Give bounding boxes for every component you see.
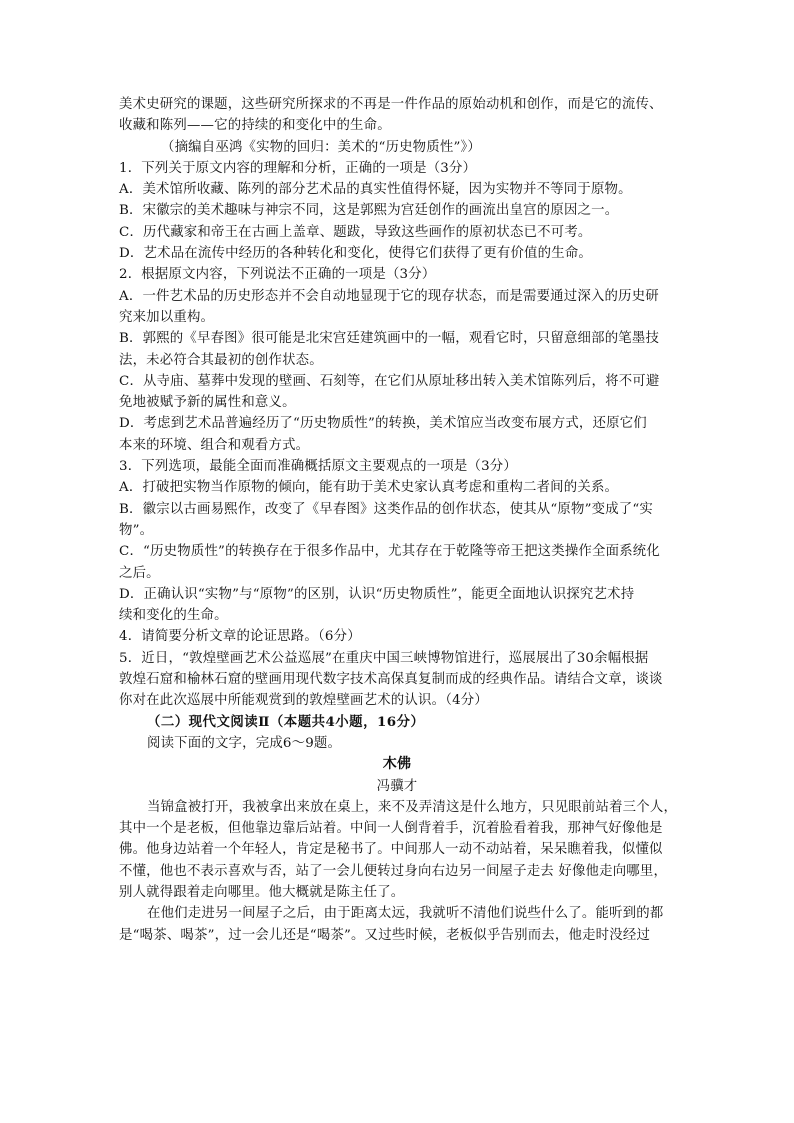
option-b: B．郭熙的《早春图》很可能是北宋宫廷建筑画中的一幅，观看它时，只留意细部的笔墨技: [119, 331, 660, 347]
text-line: 佛。他身边站着一个年轻人，肯定是秘书了。中间那人一动不动站着，呆呆瞧着我，似懂似: [119, 842, 663, 858]
text-line: 收藏和陈列——它的持续的和变化中的生命。: [119, 118, 391, 134]
question-stem-cont: 敦煌石窟和榆林石窟的壁画用现代数字技术高保真复制而成的经典作品。请结合文章，谈谈: [119, 672, 663, 688]
option-b-cont: 法，未必符合其最初的创作状态。: [119, 352, 323, 368]
instruction-text: 阅读下面的文字，完成6～9题。: [147, 735, 342, 751]
text-line: 是“喝茶、喝茶”，过一会儿还是“喝茶”。又过些时候，老板似乎告别而去，他走时没经过: [119, 927, 651, 943]
option-a: A．一件艺术品的历史形态并不会自动地显现于它的现存状态，而是需要通过深入的历史研: [119, 288, 659, 304]
text-line: 不懂，他也不表示喜欢与否，站了一会儿便转过身向右边另一间屋子走去 好像他走向哪里，: [119, 863, 668, 879]
option-a: A．打破把实物当作原物的倾向，能有助于美术史家认真考虑和重构二者间的关系。: [119, 480, 619, 496]
question-1: [119, 158, 675, 264]
option-d: D．正确认识“实物”与“原物”的区别，认识“历史物质性”，能更全面地认识探究艺术持: [119, 586, 635, 602]
question-stem: 2．根据原文内容，下列说法不正确的一项是（3分）: [119, 267, 436, 283]
option-a: A．美术馆所收藏、陈列的部分艺术品的真实性值得怀疑，因为实物并不等同于原物。: [119, 182, 632, 198]
question-5: [119, 648, 675, 712]
question-stem: 5．近日，“敦煌壁画艺术公益巡展”在重庆中国三峡博物馆进行，巡展展出了30余幅根据: [119, 650, 649, 666]
question-stem: 1．下列关于原文内容的理解和分析，正确的一项是（3分）: [119, 160, 477, 176]
source-citation: （摘编自巫鸿《实物的回归：美术的“历史物质性”》）: [161, 139, 481, 155]
question-3: [119, 456, 675, 626]
option-d: D．艺术品在流传中经历的各种转化和变化，使得它们获得了更有价值的生命。: [119, 246, 593, 262]
story-paragraph-2: [119, 903, 675, 946]
option-c-cont: 之后。: [119, 565, 160, 581]
option-c: C．“历史物质性”的转换存在于很多作品中，尤其存在于乾隆等帝王把这类操作全面系统化: [119, 544, 660, 560]
option-d-cont: 续和变化的生命。: [119, 608, 228, 624]
question-4: [119, 626, 675, 647]
text-line: 其中一个是老板，但他靠边靠后站着。中间一人倒背着手，沉着脸看着我，那神气好像他是: [119, 821, 663, 837]
option-c: C．从寺庙、墓葬中发现的壁画、石刻等，在它们从原址移出转入美术馆陈列后，将不可避: [119, 373, 660, 389]
question-stem: 3．下列选项，最能全面而准确概括原文主要观点的一项是（3分）: [119, 459, 517, 475]
text-line: 别人就得跟着走向哪里。他大概就是陈主任了。: [119, 884, 405, 900]
text-line: 美术史研究的课题，这些研究所探求的不再是一件作品的原始动机和创作，而是它的流传、: [119, 97, 663, 112]
option-c-cont: 免地被赋予新的属性和意义。: [119, 395, 296, 411]
option-a-cont: 究来加以重构。: [119, 309, 215, 325]
text-line: 当锦盒被打开，我被拿出来放在桌上，来不及弄清这是什么地方，只见眼前站着三个人，: [147, 799, 678, 815]
section-heading: （二）现代文阅读Ⅱ（本题共4小题，16分）: [147, 713, 425, 730]
top-paragraph: [119, 94, 675, 137]
option-d: D．考虑到艺术品普遍经历了“历史物质性”的转换，美术馆应当改变布展方式，还原它们: [119, 416, 647, 432]
option-d-cont: 本来的环境、组合和观看方式。: [119, 437, 310, 453]
document-body: [119, 94, 678, 946]
question-stem: 4．请简要分析文章的论证思路。（6分）: [119, 629, 361, 645]
question-2: [119, 264, 675, 456]
story-title: 木佛: [382, 756, 412, 773]
text-line: 在他们走进另一间屋子之后，由于距离太远，我就听不清他们说些什么了。能听到的都: [147, 906, 664, 922]
story-paragraph-1: [119, 797, 678, 903]
option-c: C．历代藏家和帝王在古画上盖章、题跋，导致这些画作的原初状态已不可考。: [119, 224, 592, 240]
option-b-cont: 物”。: [119, 522, 154, 538]
option-b: B．徽宗以古画易熙作，改变了《早春图》这类作品的创作状态，使其从“原物”变成了“实: [119, 501, 654, 517]
question-stem-cont: 你对在此次巡展中所能观赏到的敦煌壁画艺术的认识。（4分）: [119, 693, 488, 709]
option-b: B．宋徽宗的美术趣味与神宗不同，这是郭熙为宫廷创作的画流出皇宫的原因之一。: [119, 203, 619, 219]
story-author: 冯骥才: [376, 778, 418, 794]
